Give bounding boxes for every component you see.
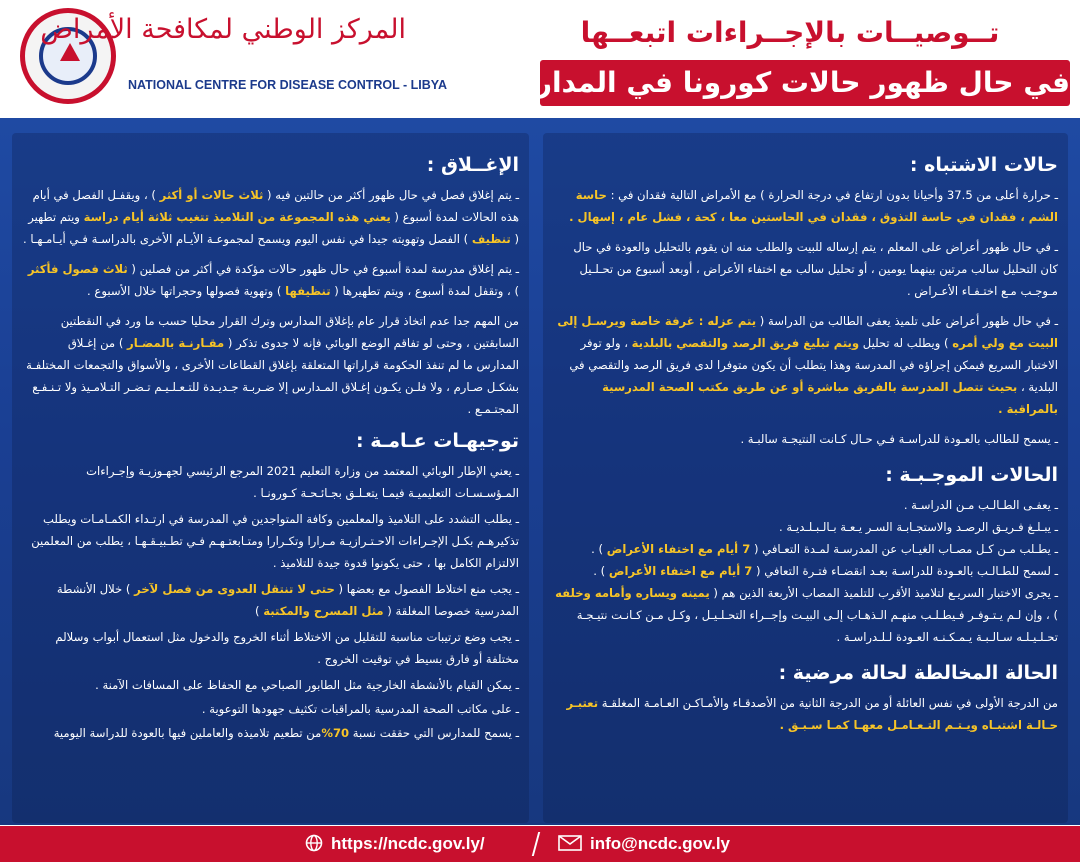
page-subtitle: في حال ظهور حالات كورونا في المدارس [540,60,1070,106]
guideline-item: ـ على مكاتب الصحة المدرسية بالمراقبات تكثيف جهودها التوعوية . [201,702,519,716]
logo-arabic-name: المركز الوطني لمكافحة الأمراض [40,14,406,45]
left-column [22,148,519,744]
class-closure: ـ يتم إغلاق فصل في حال ظهور أكثر من حالتين فيه ( ثلاث حالات أو أكثر ) ، ويقفـل الفصل في أيام هذه الحالات لمدة أسبوع ( يعني هذه المجموعة من التلاميذ تتغيب ثلاثة أيام دراسة ويتم تطهير ( تنظيف ) الفصل وتهويته جيدا في نفس اليوم ويسمح لمجموعـة الأيـام الأخرى بالدراسـة فـي أيـامـهـا . [23,188,519,246]
guideline-item: ـ يسمح للمدارس التي حققت نسبة 70%من تطعيم تلاميذه والعاملين فيها بالعودة للدراسة اليومية [53,726,519,740]
suspected-cases-heading: حالات الاشتباه : [909,154,1058,176]
header [0,0,1080,118]
positive-item: ـ لسمح للطـالـب بالعـودة للدراسـة بعـد انقضـاء فتـرة التعافي ( 7 أيام مع اختفاء الأعراض ) . [593,564,1058,578]
email-link[interactable]: info@ncdc.gov.ly [558,826,730,862]
general-guidelines-heading: توجيهـات عـامـة : [356,430,519,452]
contact-case-heading: الحالة المخالطة لحالة مرضية : [778,662,1058,684]
student-symptoms: ـ في حال ظهور أعراض على تلميذ يعفى الطالب من الدراسة ( يتم عزله : غرفة خاصة ويرسـل إلى البيت مع ولي أمره ) ويطلب له تحليل ويتم تبليغ فريق الرصد والتقصي بالبلدية ، ولو توفر الاختبار السريع فيمكن إجراؤه في المدرسة وهذا يتطلب أن يكون متوفرا لدى فريق الرصد والتقصي في البلدية ، بحيث تتصل المدرسة بالفريق مباشرة أو عن طريق مكتب الصحة المدرسية بالمراقبة . [557,314,1058,416]
right-column [553,148,1058,744]
positive-item: ـ يطـلب مـن كـل مصـاب الغيـاب عن المدرسـة لمـدة التعـافي ( 7 أيام مع اختفاء الأعراض ) . [591,542,1058,556]
page-title: تــوصيــات بالإجــراءات اتبعــها [580,16,1000,49]
footer [0,826,1080,862]
closure-heading: الإغــلاق : [426,154,519,176]
student-return: ـ يسمح للطالب بالعـودة للدراسـة فـي حـال كـانت النتيجـة سالبـة . [740,432,1058,446]
positive-item: ـ يعفـى الطـالـب مـن الدراسـة . [903,498,1058,512]
globe-icon [305,826,323,862]
guideline-item: ـ يجب وضع ترتيبات مناسبة للتقليل من الاختلاط أثناء الخروج والدخول مثل استعمال أبواب وسلالم مختلفة أو فارق بسيط في توقيت الخروج . [55,630,519,666]
guideline-item: ـ يجب منع اختلاط الفصول مع بعضها ( حتى لا تنتقل العدوى من فصل لآخر ) خلال الأنشطة المدرسية خصوصا المغلقة ( مثل المسرح والمكتبة ) [56,582,519,618]
guideline-item: ـ يعني الإطار الوبائي المعتمد من وزارة التعليم 2021 المرجع الرئيسي لجهـوزيـة وإجـراءات المـؤسـسـات التعليميـة فيمـا يتعـلـق بجـائـحـة كـورونـا . [86,464,519,500]
contact-case-text: من الدرجة الأولى في نفس العائلة أو من الدرجة الثانية من الأصدقـاء والأمـاكـن العـامـة المغلقـة تعتبـر حـالـة اشتبـاه ويـتـم التـعـامـل معهـا كمـا سـبـق . [566,696,1058,732]
general-closure-note: من المهم جدا عدم اتخاذ قرار عام بإغلاق المدارس وترك القرار محليا حسب ما ورد في النقطتين السابقتين ، وحتى لو تفاقم الوضع الوبائي فإنه لا جدوى تذكر ( مقـارنـة بالمضـار ) من إغـلاق المدارس ما لم تنفذ الحكومة قراراتها المتعلقة بإغلاق القطاعات الأخرى ، والأسواق والتجمعات المختلفـة بشكـل صـارم ، ولا فلـن يكـون إغـلاق المـدارس إلا ضـربـة جـديـدة للتـعـلـيـم تـضـر التـلامـيذ ولا تـنـفـع المجتـمـع . [26,314,519,416]
logo-triangle-icon [60,43,80,61]
suspected-symptoms: ـ حرارة أعلى من 37.5 وأحيانا بدون ارتفاع في درجة الحرارة ) مع الأمراض التالية فقدان في : حاسة الشم ، فقدان في حاسة التذوق ، فقدان في الحاستين معا ، كحة ، فشل عام ، إسهال . [569,188,1058,224]
website-link[interactable]: https://ncdc.gov.ly/ [305,826,485,862]
mail-icon [558,826,582,862]
positive-item: ـ يجرى الاختبار السريـع لتلاميذ الأقرب للتلميذ المصاب الأربعة الذين هم ( يمينه ويساره وأمامه وخلفه ) ، وإن لـم يـتـوفـر فـيطـلـب منهـم الـذهـاب إلـى البيـت وإجــراء التحـلـيـل ، وكـل مـن كـانـت نتيـجـة تحـلـيـلـه سـالـبـة يـمـكـنـه العـودة لـلـدراسـة . [555,586,1058,644]
footer-separator [532,832,540,856]
school-closure: ـ يتم إغلاق مدرسة لمدة أسبوع في حال ظهور حالات مؤكدة في أكثر من فصلين ( ثلاث فصول فأكثر ) ، وتقفل لمدة أسبوع ، ويتم تطهيرها ( تنظيفها ) وتهوية فصولها وحجراتها خلال الأسبوع . [27,262,519,298]
logo-english-name: NATIONAL CENTRE FOR DISEASE CONTROL - LIBYA [128,78,448,92]
teacher-symptoms: ـ في حال ظهور أعراض على المعلم ، يتم إرساله للبيت والطلب منه ان يقوم بالتحليل والعودة في حال كان التحليل سالب مرتين بينهما يومين ، أو تحليل سالب مع اختفاء الأعراض ، أوبعد أسبوع من تحـلـيل مـوجـب مـع اختـفـاء الأعـراض . [573,240,1058,298]
guideline-item: ـ يطلب التشدد على التلاميذ والمعلمين وكافة المتواجدين في المدرسة في ارتـداء الكمـامـات ويطلب تذكيرهـم بكـل الإجـراءات الاحـتـرازيـة مـرارا وتكـرارا ومتـابعتـهـم فـي تطـبيـقـهـا ، يطلب من المعلمين الالتزام الكامل بها ، حتى يكونوا قدوة جيدة للتلاميذ . [31,512,519,570]
guideline-item: ـ يمكن القيام بالأنشطة الخارجية مثل الطابور الصباحي مع الحفاظ على المسافات الآمنة . [95,678,519,692]
positive-cases-heading: الحالات الموجـبـة : [885,464,1058,486]
positive-item: ـ يبـلـغ فـريـق الرصـد والاستجـابـة السـر يـعـة بـالـبـلـديـة . [779,520,1058,534]
